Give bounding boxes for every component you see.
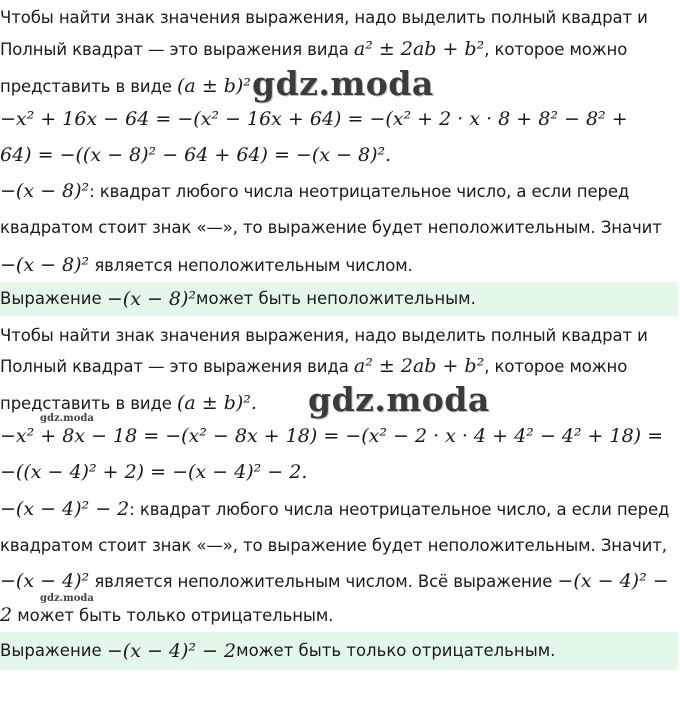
s1-answer-label: Выражение [0,289,102,308]
s1-square-form: (a ± b)² [176,75,251,97]
s2-intro-line2-tail: , которое можно [484,357,628,376]
s1-intro-line2-tail: , которое можно [484,40,628,59]
s2-expl-line2: квадратом стоит знак «—», то выражение будет неположительным. Значит, [0,536,667,555]
s2-expl-line1-math: −(x − 4)² − 2 [0,498,130,520]
s1-answer-box [0,282,678,316]
s2-answer-text: может быть только отрицательным. [236,641,556,660]
s2-expl-line4 [0,603,680,628]
s1-intro-line1-text: Чтобы найти знак значения выражения, надо выделить полный квадрат и [0,8,648,27]
s1-expl-line2: квадратом стоит знак «—», то выражение будет неположительным. Значит [0,218,662,237]
watermark-small-2: gdz.moda [40,593,94,604]
s2-expl-line3-math2: −(x − 4)² − [557,570,669,592]
s2-answer-math: −(x − 4)² − 2 [106,640,237,662]
s1-calc-line1: −x² + 16x − 64 = −(x² − 16x + 64) = −(x² + 2 · x · 8 + 8² − 8² + [0,108,628,130]
s1-expl-line1-text: : квадрат любого числа неотрицательное число, а если перед [89,182,630,201]
watermark-logo-1: gdz.moda [252,64,434,103]
s1-expl-line1-math: −(x − 8)² [0,180,90,202]
s1-expl-line3-math: −(x − 8)² [0,254,90,276]
s2-square-form: (a ± b)². [176,392,257,414]
s1-intro-line2-text: Полный квадрат — это выражения вида [0,40,349,59]
s1-square-formula: a² ± 2ab + b² [353,38,485,60]
s2-calc-line2: −((x − 4)² + 2) = −(x − 4)² − 2. [0,461,308,483]
s2-expl-line3 [0,569,680,594]
s2-intro-line3-text: представить в виде [0,394,172,413]
s2-expl-line3-math: −(x − 4)² [0,570,90,592]
s2-expl-line3-text: является неположительным числом. Всё выражение [89,572,558,591]
s1-expl-line1 [0,179,680,204]
s1-expl-line3 [0,253,680,278]
watermark-logo-2: gdz.moda [308,380,490,419]
s2-intro-line2-text: Полный квадрат — это выражения вида [0,357,349,376]
s2-intro-line1-text: Чтобы найти знак значения выражения, надо выделить полный квадрат и [0,326,648,345]
s2-expl-line1 [0,497,680,522]
s2-expl-line4-math: 2 [0,604,13,626]
s2-intro-line2 [0,354,680,379]
s2-square-formula: a² ± 2ab + b² [353,355,485,377]
s2-intro-line1 [0,324,680,348]
s1-expl-line3-text: является неположительным числом. [89,256,413,275]
s1-intro-line2 [0,37,680,62]
s1-intro-line1 [0,6,680,30]
s1-answer-text: может быть неположительным. [196,289,476,308]
watermark-small-1: gdz.moda [40,413,94,424]
s1-calc-line2: 64) = −((x − 8)² − 64 + 64) = −(x − 8)². [0,144,392,166]
s1-answer-math: −(x − 8)² [106,288,197,310]
s2-answer-box [0,632,678,670]
s2-expl-line4-text: может быть только отрицательным. [12,606,334,625]
s2-calc-line1: −x² + 8x − 18 = −(x² − 8x + 18) = −(x² − 2 · x · 4 + 4² − 4² + 18) = [0,425,664,447]
s1-intro-line3-text: представить в виде [0,77,172,96]
s2-expl-line1-text: : квадрат любого числа неотрицательное число, а если перед [129,500,670,519]
s2-answer-label: Выражение [0,641,102,660]
